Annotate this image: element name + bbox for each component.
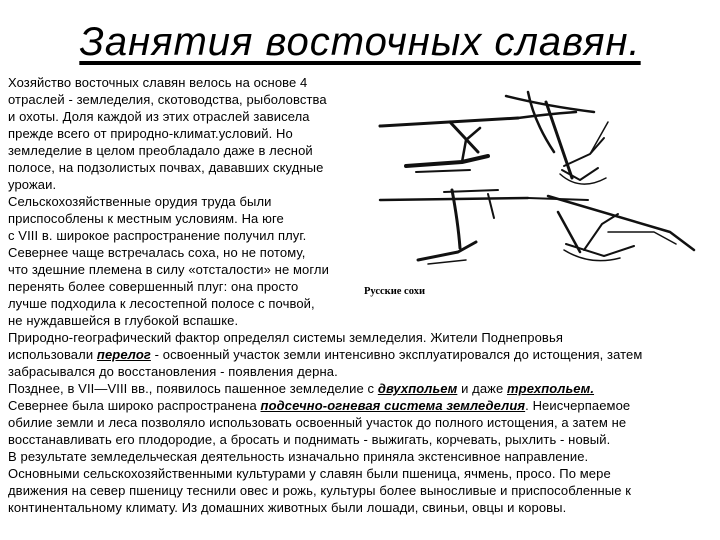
text-line — [8, 346, 698, 363]
text-line — [8, 176, 698, 193]
text-line — [8, 448, 698, 465]
text-segment: прежде всего от природно-климат.условий. Но — [8, 126, 293, 141]
emphasized-term: двухпольем — [377, 381, 458, 396]
text-segment: континентальному климату. Из домашних животных были лошади, свиньи, овцы и коровы. — [8, 500, 567, 515]
text-line — [8, 363, 698, 380]
text-line — [8, 329, 698, 346]
text-line — [8, 414, 698, 431]
text-line — [8, 210, 698, 227]
text-line — [8, 278, 698, 295]
text-line — [8, 431, 698, 448]
text-line — [8, 261, 698, 278]
text-segment: - освоенный участок земли интенсивно эксплуатировался до истощения, затем — [150, 347, 643, 362]
text-line — [8, 380, 698, 397]
text-segment: отраслей - земледелия, скотоводства, рыболовства — [8, 92, 327, 107]
text-segment: В результате земледельческая деятельность изначально приняла экстенсивное направление. — [8, 449, 589, 464]
text-segment: не нуждавшейся в глубокой вспашке. — [8, 313, 239, 328]
text-segment: обилие земли и леса позволяло использовать освоенный участок до полного истощения, а затем не — [8, 415, 627, 430]
text-segment: Позднее, в VII—VIII вв., появилось пашенное земледелие с — [8, 381, 378, 396]
text-line — [8, 108, 698, 125]
text-segment: . Неисчерпаемое — [525, 398, 631, 413]
text-segment: и даже — [457, 381, 507, 396]
text-line — [8, 465, 698, 482]
text-line — [8, 193, 698, 210]
text-segment: урожаи. — [8, 177, 57, 192]
emphasized-term: перелог — [96, 347, 151, 362]
text-segment: забрасывался до восстановления - появления дерна. — [8, 364, 338, 379]
text-line — [8, 91, 698, 108]
text-line — [8, 312, 698, 329]
text-segment: земледелие в целом преобладало даже в лесной — [8, 143, 313, 158]
text-segment: Основными сельскохозяйственными культурами у славян были пшеница, ячмень, просо. По мере — [8, 466, 611, 481]
text-segment: с VIII в. широкое распространение получил плуг. — [8, 228, 307, 243]
text-segment: восстанавливать его плодородие, а бросать и поднимать - выжигать, корчевать, рыхлить - новый. — [8, 432, 611, 447]
text-line — [8, 397, 698, 414]
text-segment: и охоты. Доля каждой из этих отраслей зависела — [8, 109, 310, 124]
text-line — [8, 227, 698, 244]
text-segment: Сельскохозяйственные орудия труда были — [8, 194, 272, 209]
text-segment: движения на север пшеницу теснили овес и рожь, культуры более выносливые и приспособленные к — [8, 483, 632, 498]
text-segment: перенять более совершенный плуг: она просто — [8, 279, 299, 294]
text-segment: приспособлены к местным условиям. На юге — [8, 211, 284, 226]
text-segment: лучше подходила к лесостепной полосе с почвой, — [8, 296, 315, 311]
text-segment: Севернее была широко распространена — [8, 398, 261, 413]
emphasized-term: трехпольем. — [507, 381, 595, 396]
text-segment: использовали — [8, 347, 97, 362]
text-line — [8, 295, 698, 312]
emphasized-term: подсечно-огневая система земледелия — [260, 398, 526, 413]
text-segment: Природно-географический фактор определял системы земледелия. Жители Поднепровья — [8, 330, 563, 345]
text-line — [8, 499, 698, 516]
text-line — [8, 74, 698, 91]
page-title: Занятия восточных славян. — [79, 20, 641, 64]
figure-caption: Русские сохи — [364, 286, 425, 297]
text-segment: Хозяйство восточных славян велось на основе 4 — [8, 75, 308, 90]
text-segment: что здешние племена в силу «отсталости» не могли — [8, 262, 329, 277]
text-line — [8, 125, 698, 142]
text-segment: полосе, на подзолистых почвах, дававших скудные — [8, 160, 324, 175]
text-line — [8, 142, 698, 159]
text-line — [8, 244, 698, 261]
body-text — [8, 74, 698, 516]
text-segment: Севернее чаще встречалась соха, но не потому, — [8, 245, 306, 260]
text-line — [8, 159, 698, 176]
text-line — [8, 482, 698, 499]
